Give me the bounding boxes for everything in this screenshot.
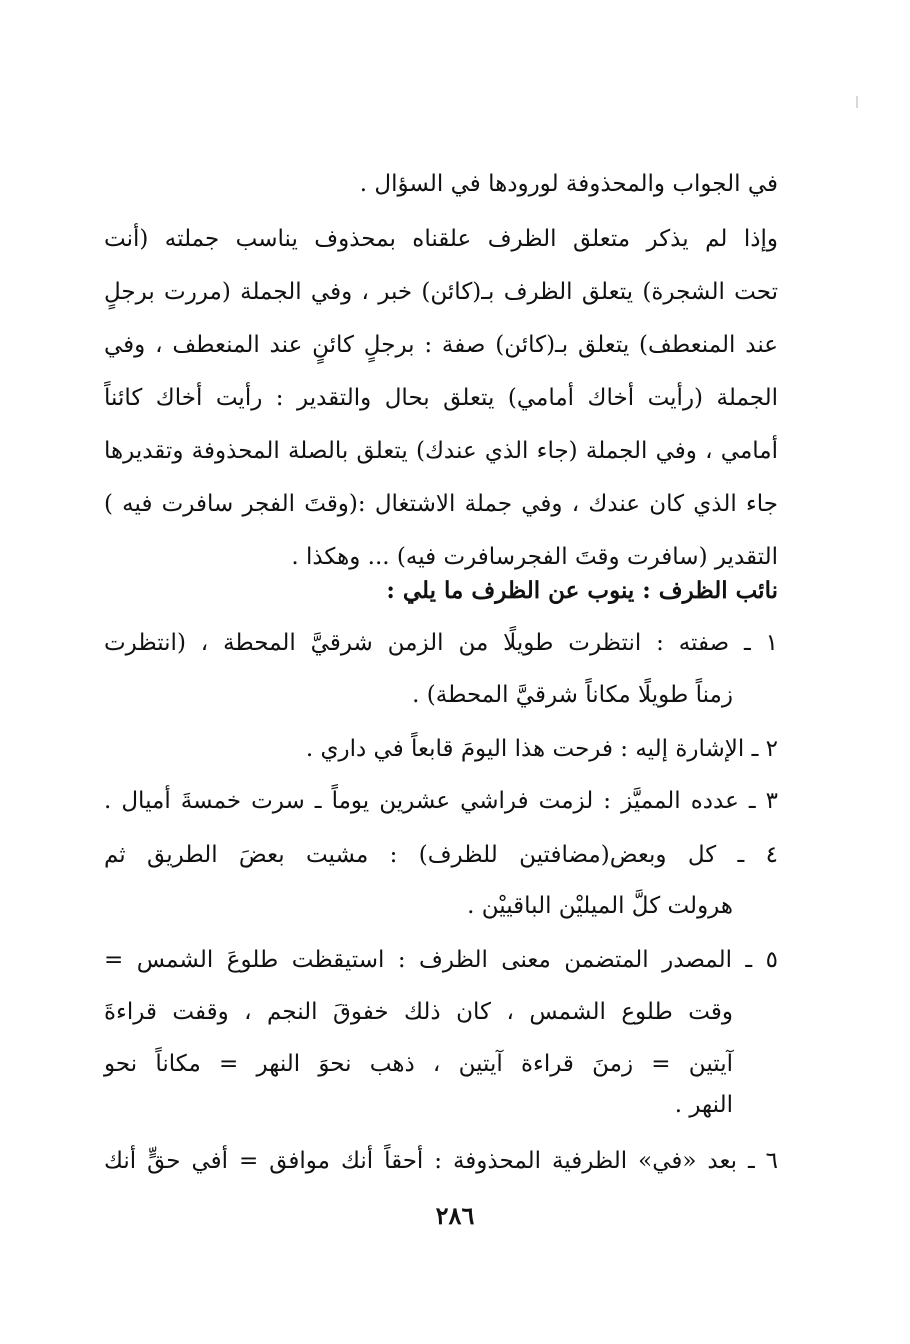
list-item-2: ٢ ـ الإشارة إليه : فرحت هذا اليومَ قابعاً في داري . [305,736,778,762]
list-item-5-line-2: وقت طلوع الشمس ، كان ذلك خفوقَ النجم ، وقفت قراءةَ [104,999,733,1025]
scan-mark [856,96,858,108]
list-item-5-line-4: النهر . [674,1092,733,1118]
text-line-5: الجملة (رأيت أخاك أمامي) يتعلق بحال والتقدير : رأيت أخاك كائناً [104,385,778,411]
list-item-1-line-2: زمناً طويلًا مكاناً شرقيَّ المحطة) . [412,682,733,708]
text-line-4: عند المنعطف) يتعلق بـ(كائن) صفة : برجلٍ كائنٍ عند المنعطف ، وفي [104,332,778,358]
text-line-8: التقدير (سافرت وقتَ الفجرسافرت فيه) ... وهكذا . [291,544,778,570]
list-item-6-line-1: ٦ ـ بعد «في» الظرفية المحذوفة : أحقاً أنك موافق = أفي حقٍّ أنك [104,1148,778,1174]
list-item-4-line-2: هرولت كلَّ الميليْن الباقييْن . [467,893,733,919]
text-line-2: وإذا لم يذكر متعلق الظرف علقناه بمحذوف يناسب جملته (أنت [104,226,778,252]
list-item-5-line-1: ٥ ـ المصدر المتضمن معنى الظرف : استيقظت طلوعَ الشمس = [104,947,778,973]
text-line-7: جاء الذي كان عندك ، وفي جملة الاشتغال :(وقتَ الفجر سافرت فيه ) [104,491,778,517]
list-item-3: ٣ ـ عدده المميَّز : لزمت فراشي عشرين يوماً ـ سرت خمسةَ أميال . [104,788,778,814]
list-item-4-line-1: ٤ ـ كل وبعض(مضافتين للظرف) : مشيت بعضَ الطريق ثم [104,842,778,868]
page-number: ٢٨٦ [435,1201,475,1230]
text-line-3: تحت الشجرة) يتعلق الظرف بـ(كائن) خبر ، وفي الجملة (مررت برجلٍ [104,279,778,305]
list-item-1-line-1: ١ ـ صفته : انتظرت طويلًا من الزمن شرقيَّ المحطة ، (انتظرت [104,630,778,656]
text-line-6: أمامي ، وفي الجملة (جاء الذي عندك) يتعلق بالصلة المحذوفة وتقديرها [104,438,778,464]
list-item-5-line-3: آيتين = زمنَ قراءة آيتين ، ذهب نحوَ النهر = مكاناً نحو [104,1051,733,1077]
text-line-1: في الجواب والمحذوفة لورودها في السؤال . [359,171,778,197]
section-heading-line: نائب الظرف : ينوب عن الظرف ما يلي : [386,577,778,604]
